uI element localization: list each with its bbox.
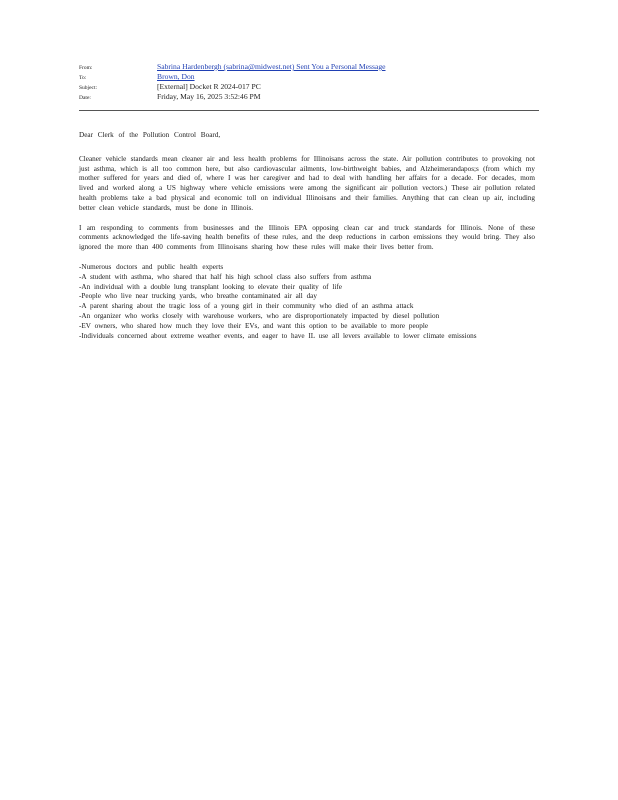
from-label: From:: [79, 65, 93, 71]
body-paragraph-1: Cleaner vehicle standards mean cleaner air and less health problems for Illinoisans across the state. Air pollution contributes to provoking not just asthma, which is all too common here, but also cardiovascular ailments, low-birthweight babies, and Alzheimerandapos;s (from which my mother suffered for years and died of, where I was her caregiver and had to deal with handling her affairs for a decade. For decades, mom lived and worked along a US highway where vehicle emissions were among the significant air pollution vectors.) These air pollution related health problems take a bad physical and economic toll on individual Illinoisans and their families. Anything that can clean up air, including better clean vehicle standards, must be done in Illinois.: [79, 154, 535, 212]
to-label: To:: [79, 75, 87, 81]
date-row: [79, 92, 539, 102]
email-header: [79, 62, 539, 102]
list-item: -A student with asthma, who shared that half his high school class also suffers from asthma: [79, 272, 372, 281]
list-intro: -Numerous doctors and public health experts: [79, 262, 224, 271]
from-row: [79, 62, 539, 72]
email-body: [79, 131, 535, 341]
header-divider: [79, 110, 539, 111]
to-link[interactable]: Brown, Don: [157, 72, 195, 81]
from-link[interactable]: Sabrina Hardenbergh (sabrina@midwest.net) Sent You a Personal Message: [157, 62, 386, 71]
date-value: Friday, May 16, 2025 3:52:46 PM: [157, 92, 261, 101]
list-item: -Individuals concerned about extreme weather events, and eager to have IL use all levers available to lower climate emissions: [79, 331, 477, 340]
list-item: -An individual with a double lung transplant looking to elevate their quality of life: [79, 282, 342, 291]
list-item: -People who live near trucking yards, who breathe contaminated air all day: [79, 292, 317, 301]
date-label: Date:: [79, 95, 91, 101]
commenter-list: [79, 273, 535, 342]
subject-label: Subject:: [79, 85, 98, 91]
body-paragraph-2: I am responding to comments from businesses and the Illinois EPA opposing clean car and truck standards for Illinois. None of these comments acknowledged the life-saving health benefits of these rules, and the deep reductions in carbon emissions they would bring. They also ignored the more than 400 comments from Illinoisans sharing how these rules will make their lives better from.: [79, 223, 535, 252]
salutation: Dear Clerk of the Pollution Control Board,: [79, 131, 221, 139]
subject-value: [External] Docket R 2024-017 PC: [157, 82, 261, 91]
list-item: -An organizer who works closely with warehouse workers, who are disproportionately impacted by diesel pollution: [79, 311, 440, 320]
list-item: -A parent sharing about the tragic loss of a young girl in their community who died of an asthma attack: [79, 302, 414, 311]
to-row: [79, 72, 539, 82]
list-item: -EV owners, who shared how much they love their EVs, and want this option to be available to more people: [79, 321, 429, 330]
subject-row: [79, 82, 539, 92]
